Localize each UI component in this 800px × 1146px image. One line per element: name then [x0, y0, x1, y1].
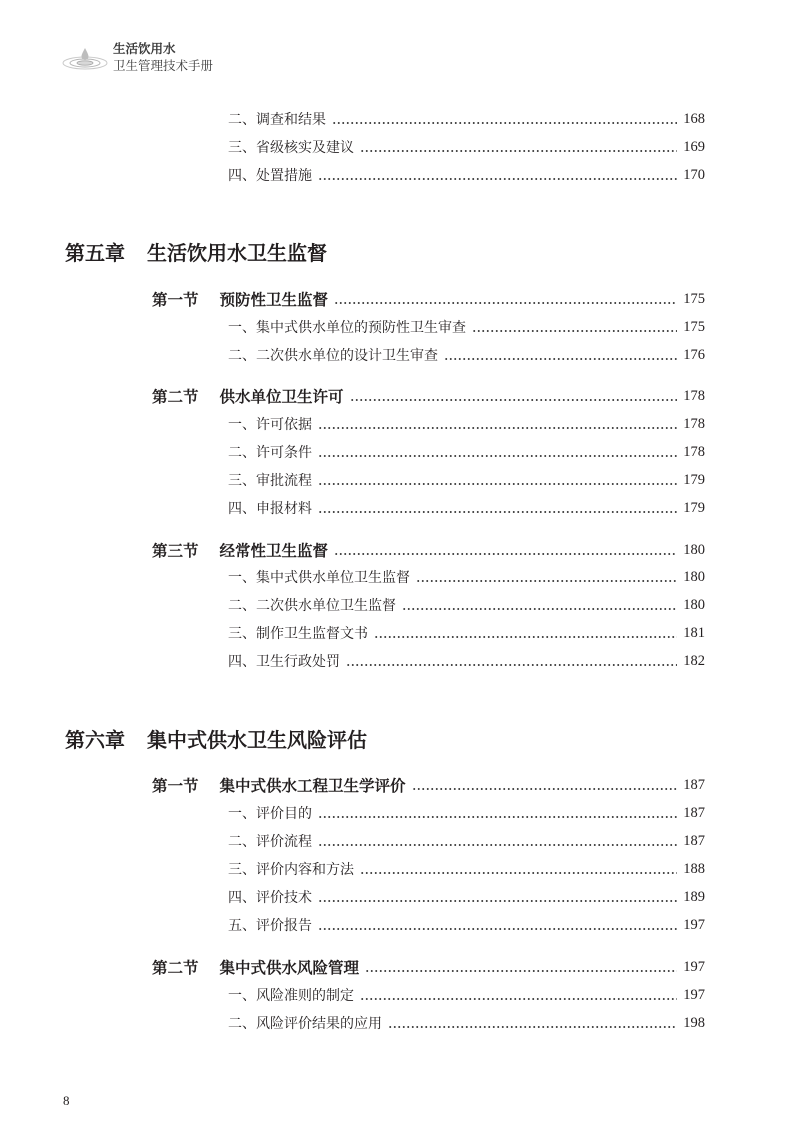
toc-item[interactable] [228, 913, 705, 937]
page-number: 8 [63, 1093, 70, 1108]
section-number: 第二节 [152, 958, 199, 977]
toc-item-page: 180 [683, 568, 705, 585]
dot-leader [412, 773, 678, 797]
section-page: 178 [683, 387, 705, 404]
section-number: 第二节 [152, 387, 199, 406]
dot-leader [365, 955, 677, 979]
toc-item-label: 四、申报材料 [228, 501, 312, 517]
section-title: 集中式供水工程卫生学评价 [219, 776, 406, 795]
chapter-title: 生活饮用水卫生监督 [147, 241, 327, 265]
dot-leader [318, 440, 677, 464]
dot-leader [360, 983, 677, 1007]
section-number: 第一节 [152, 290, 199, 309]
toc-item-label: 四、评价技术 [228, 890, 312, 906]
toc-item[interactable] [228, 565, 705, 589]
toc-item[interactable] [228, 107, 705, 131]
section-page: 187 [683, 776, 705, 793]
toc-item-label: 一、评价目的 [228, 806, 312, 822]
book-title: 生活饮用水 [113, 41, 176, 56]
toc-item[interactable] [228, 135, 705, 159]
chapter-title: 集中式供水卫生风险评估 [147, 728, 367, 752]
toc-item-page: 170 [683, 166, 705, 183]
toc-item-label: 一、集中式供水单位的预防性卫生审查 [228, 320, 466, 336]
section-page: 175 [683, 290, 705, 307]
chapter-heading[interactable] [65, 727, 367, 753]
toc-item-page: 168 [683, 110, 705, 127]
toc-item[interactable] [228, 829, 705, 853]
chapter-heading[interactable] [65, 240, 327, 266]
toc-item-page: 176 [683, 346, 705, 363]
dot-leader [318, 412, 677, 436]
toc-item-label: 三、评价内容和方法 [228, 862, 354, 878]
toc-item[interactable] [228, 593, 705, 617]
toc-item-label: 三、省级核实及建议 [228, 140, 354, 156]
toc-item[interactable] [228, 496, 705, 520]
dot-leader [318, 496, 677, 520]
toc-section[interactable] [152, 955, 705, 979]
dot-leader [334, 287, 677, 311]
toc-item-label: 五、评价报告 [228, 918, 312, 934]
toc-item-label: 一、风险准则的制定 [228, 988, 354, 1004]
toc-item-page: 180 [683, 596, 705, 613]
toc-item[interactable] [228, 801, 705, 825]
section-title: 集中式供水风险管理 [219, 958, 360, 977]
toc-item-page: 179 [683, 499, 705, 516]
toc-item-label: 四、处置措施 [228, 168, 312, 184]
toc-item[interactable] [228, 885, 705, 909]
toc-item-page: 178 [683, 415, 705, 432]
toc-item-page: 182 [683, 652, 705, 669]
chapter-number: 第五章 [65, 241, 125, 265]
section-number: 第一节 [152, 776, 199, 795]
dot-leader [318, 801, 677, 825]
dot-leader [360, 135, 677, 159]
dot-leader [472, 315, 677, 339]
section-page: 197 [683, 958, 705, 975]
section-title: 供水单位卫生许可 [219, 387, 344, 406]
toc-section[interactable] [152, 538, 705, 562]
dot-leader [318, 468, 677, 492]
toc-item-label: 二、二次供水单位的设计卫生审查 [228, 348, 438, 364]
toc-section[interactable] [152, 287, 705, 311]
dot-leader [334, 538, 677, 562]
toc-item[interactable] [228, 315, 705, 339]
toc-item-page: 198 [683, 1014, 705, 1031]
dot-leader [402, 593, 677, 617]
toc-item[interactable] [228, 649, 705, 673]
toc-item[interactable] [228, 440, 705, 464]
dot-leader [374, 621, 677, 645]
toc-item-page: 178 [683, 443, 705, 460]
dot-leader [318, 163, 677, 187]
dot-leader [444, 343, 677, 367]
toc-item-page: 179 [683, 471, 705, 488]
toc-item-label: 二、二次供水单位卫生监督 [228, 598, 396, 614]
section-title: 预防性卫生监督 [219, 290, 329, 309]
toc-item-page: 187 [683, 804, 705, 821]
chapter-number: 第六章 [65, 728, 125, 752]
toc-item-page: 197 [683, 986, 705, 1003]
toc-item[interactable] [228, 621, 705, 645]
dot-leader [318, 885, 677, 909]
toc-item-page: 187 [683, 832, 705, 849]
dot-leader [318, 829, 677, 853]
dot-leader [346, 649, 677, 673]
toc-item[interactable] [228, 983, 705, 1007]
toc-item-label: 四、卫生行政处罚 [228, 654, 340, 670]
toc-item[interactable] [228, 857, 705, 881]
dot-leader [318, 913, 677, 937]
section-page: 180 [683, 541, 705, 558]
toc-item-page: 188 [683, 860, 705, 877]
toc-item[interactable] [228, 468, 705, 492]
toc-item-label: 三、制作卫生监督文书 [228, 626, 368, 642]
dot-leader [416, 565, 677, 589]
toc-item-label: 三、审批流程 [228, 473, 312, 489]
dot-leader [332, 107, 677, 131]
book-subtitle: 卫生管理技术手册 [113, 58, 214, 73]
toc-item[interactable] [228, 412, 705, 436]
toc-item-label: 一、集中式供水单位卫生监督 [228, 570, 410, 586]
section-number: 第三节 [152, 541, 199, 560]
section-title: 经常性卫生监督 [219, 541, 329, 560]
toc-item-page: 169 [683, 138, 705, 155]
toc-section[interactable] [152, 773, 705, 797]
toc-item-label: 二、风险评价结果的应用 [228, 1016, 382, 1032]
toc-item[interactable] [228, 1011, 705, 1035]
toc-item-label: 一、许可依据 [228, 417, 312, 433]
toc-section[interactable] [152, 384, 705, 408]
dot-leader [388, 1011, 677, 1035]
dot-leader [360, 857, 677, 881]
toc-item-page: 175 [683, 318, 705, 335]
toc-item-label: 二、评价流程 [228, 834, 312, 850]
toc-item-page: 181 [683, 624, 705, 641]
toc-item[interactable] [228, 163, 705, 187]
toc-item[interactable] [228, 343, 705, 367]
toc-item-page: 197 [683, 916, 705, 933]
dot-leader [350, 384, 678, 408]
toc-item-label: 二、许可条件 [228, 445, 312, 461]
toc-item-label: 二、调查和结果 [228, 112, 326, 128]
water-drop-logo-icon [62, 46, 108, 72]
toc-item-page: 189 [683, 888, 705, 905]
